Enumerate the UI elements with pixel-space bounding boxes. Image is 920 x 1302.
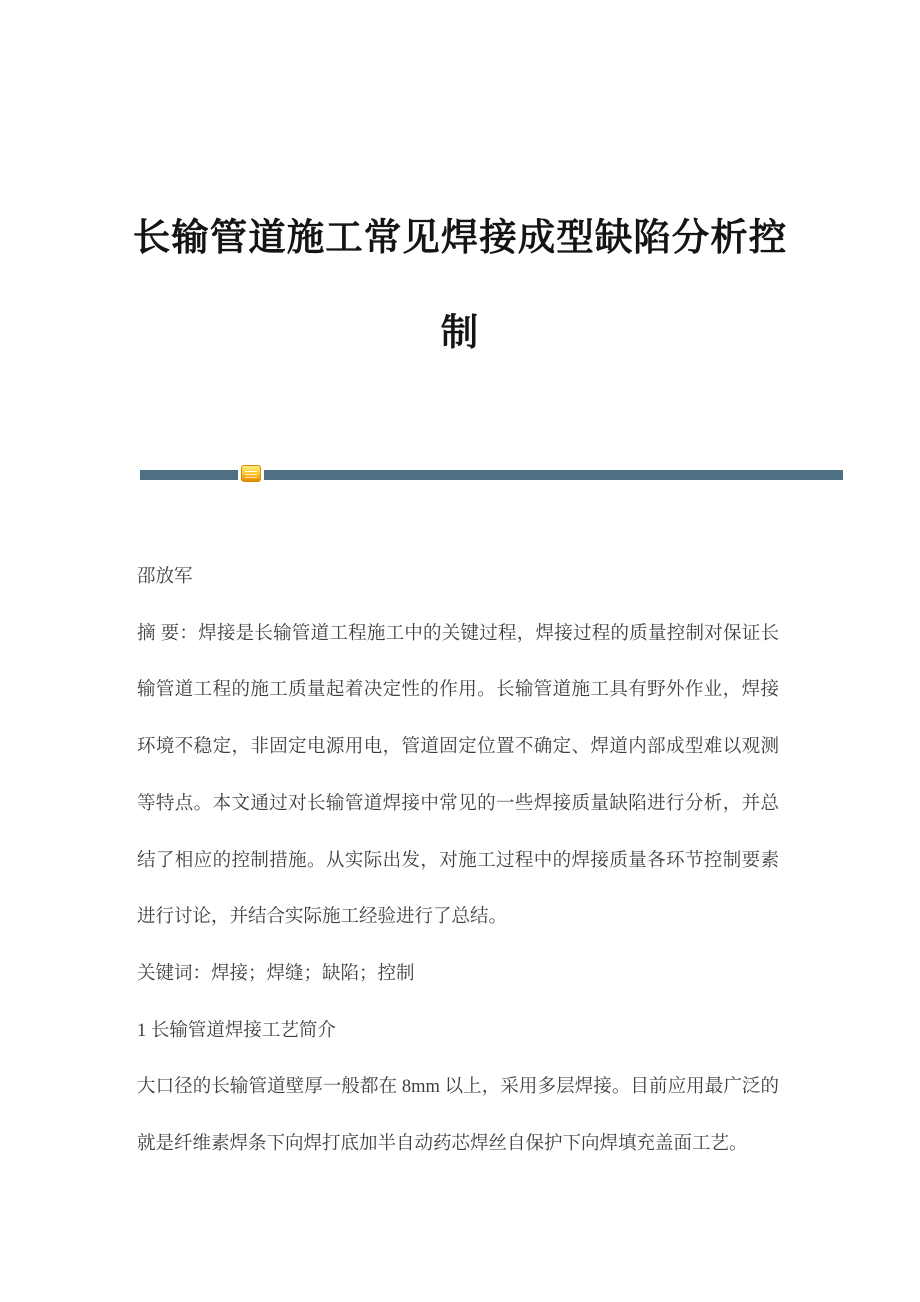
author: 邵放军 [137,567,193,587]
envelope-icon [241,465,261,482]
document-title-line-2: 制 [440,311,480,353]
abstract-line: 环境不稳定，非固定电源用电，管道固定位置不确定、焊道内部成型难以观测 [137,737,779,758]
paragraph-line: 大口径的长输管道壁厚一般都在 8mm 以上，采用多层焊接。目前应用最广泛的 [137,1077,779,1098]
abstract-line: 摘 要：焊接是长输管道工程施工中的关键过程，焊接过程的质量控制对保证长 [137,623,779,644]
abstract-line: 进行讨论，并结合实际施工经验进行了总结。 [137,907,508,928]
paragraph-line: 就是纤维素焊条下向焊打底加半自动药芯焊丝自保护下向焊填充盖面工艺。 [137,1134,748,1155]
abstract-line: 等特点。本文通过对长输管道焊接中常见的一些焊接质量缺陷进行分析，并总 [137,793,779,814]
abstract-line: 结了相应的控制措施。从实际出发，对施工过程中的焊接质量各环节控制要素 [137,850,779,871]
document-title [0,190,920,380]
section-heading: 1 长输管道焊接工艺简介 [137,1020,336,1041]
title-divider-rule [140,470,843,480]
document-title-line-1: 长输管道施工常见焊接成型缺陷分析控 [132,216,788,258]
abstract-line: 输管道工程的施工质量起着决定性的作用。长输管道施工具有野外作业，焊接 [137,680,779,701]
keywords: 关键词：焊接；焊缝；缺陷；控制 [137,963,415,984]
document-body [137,549,779,1173]
